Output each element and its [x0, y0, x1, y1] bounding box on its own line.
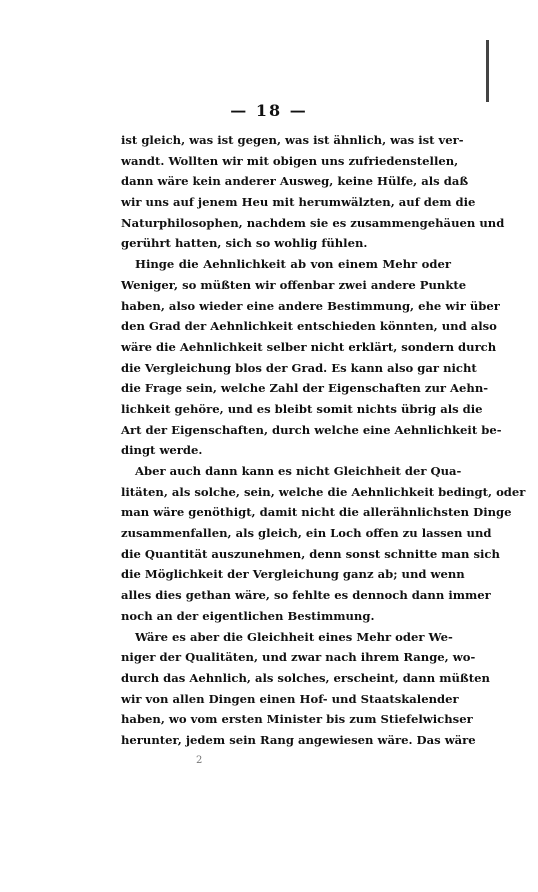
text-line: litäten, als solche, sein, welche die Aehnlichkeit bedingt, oder — [121, 484, 526, 499]
text-line: dann wäre kein anderer Ausweg, keine Hülfe, als daß — [121, 174, 469, 189]
text-line: niger der Qualitäten, und zwar nach ihrem Range, wo- — [121, 650, 476, 665]
text-line: haben, also wieder eine andere Bestimmung, ehe wir über — [121, 298, 500, 313]
page-number: — 18 — — [230, 101, 308, 120]
text-line: wandt. Wollten wir mit obigen uns zufriedenstellen, — [121, 153, 459, 168]
text-line: Wäre es aber die Gleichheit eines Mehr oder We- — [135, 629, 453, 644]
text-line: man wäre genöthigt, damit nicht die allerähnlichsten Dinge — [121, 505, 512, 520]
text-line: wir uns auf jenem Heu mit herumwälzten, auf dem die — [121, 195, 476, 210]
text-line: durch das Aehnlich, als solches, erscheint, dann müßten — [121, 670, 490, 685]
text-line: zusammenfallen, als gleich, ein Loch offen zu lassen und — [121, 526, 492, 541]
text-line: die Quantität auszunehmen, denn sonst schnitte man sich — [121, 546, 500, 561]
body-text — [121, 130, 526, 751]
signature-mark: 2 — [196, 755, 203, 766]
text-line: gerührt hatten, sich so wohlig fühlen. — [121, 236, 368, 251]
text-line: die Möglichkeit der Vergleichung ganz ab; und wenn — [121, 567, 465, 582]
text-line: Art der Eigenschaften, durch welche eine Aehnlichkeit be- — [121, 422, 502, 437]
text-line: wir von allen Dingen einen Hof- und Staatskalender — [121, 691, 459, 706]
text-line: dingt werde. — [121, 443, 203, 458]
text-line: alles dies gethan wäre, so fehlte es dennoch dann immer — [121, 588, 491, 603]
page-footer — [196, 755, 302, 766]
text-line: haben, wo vom ersten Minister bis zum Stiefelwichser — [121, 712, 473, 727]
page-edge-mark — [486, 40, 489, 102]
text-line: Aber auch dann kann es nicht Gleichheit der Qua- — [135, 464, 462, 478]
text-line: wäre die Aehnlichkeit selber nicht erklärt, sondern durch — [121, 339, 497, 354]
text-line: Naturphilosophen, nachdem sie es zusammengehäuen und — [121, 215, 505, 230]
text-line: noch an der eigentlichen Bestimmung. — [121, 608, 375, 623]
text-line: ist gleich, was ist gegen, was ist ähnlich, was ist ver- — [121, 133, 464, 147]
text-line: lichkeit gehöre, und es bleibt somit nichts übrig als die — [121, 401, 483, 416]
text-line: den Grad der Aehnlichkeit entschieden könnten, und also — [121, 319, 497, 334]
text-line: die Vergleichung blos der Grad. Es kann also gar nicht — [121, 360, 477, 375]
text-line: die Frage sein, welche Zahl der Eigenschaften zur Aehn- — [121, 381, 489, 396]
text-line: Weniger, so müßten wir offenbar zwei andere Punkte — [121, 277, 467, 292]
text-line: herunter, jedem sein Rang angewiesen wäre. Das wäre — [121, 732, 476, 747]
text-line: Hinge die Aehnlichkeit ab von einem Mehr oder — [135, 257, 451, 272]
